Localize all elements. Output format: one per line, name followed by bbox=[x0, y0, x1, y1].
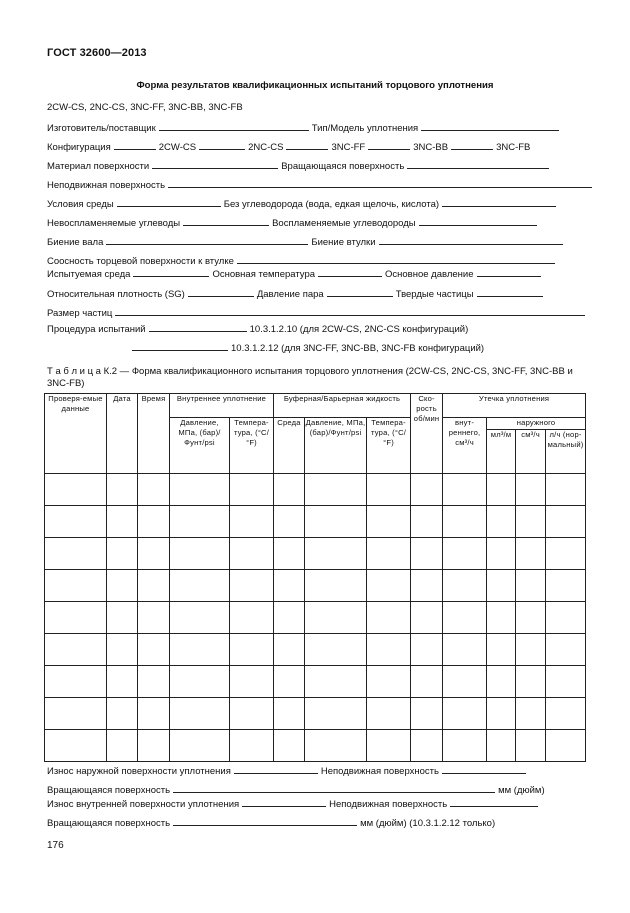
label-outer-wear: Износ наружной поверхности уплотнения bbox=[47, 766, 231, 777]
row-outer-wear bbox=[47, 763, 583, 777]
label-solids: Твердые частицы bbox=[395, 289, 474, 300]
col-checked-data: Проверя-емые данные bbox=[45, 394, 107, 474]
cfg-2nc-cs: 2NC-CS bbox=[248, 142, 284, 153]
configs-line: 2CW-CS, 2NC-CS, 3NC-FF, 3NC-BB, 3NC-FB bbox=[47, 102, 243, 113]
page-number: 176 bbox=[47, 840, 64, 851]
cfg-3nc-ff: 3NC-FF bbox=[331, 142, 366, 153]
cfg-3nc-bb: 3NC-BB bbox=[413, 142, 449, 153]
row-rotating-2 bbox=[47, 815, 583, 829]
document-header: ГОСТ 32600—2013 bbox=[47, 47, 147, 59]
solids-field[interactable] bbox=[477, 286, 543, 297]
col-buffer-fluid: Буферная/Барьерная жидкость bbox=[274, 394, 411, 418]
label-shaft-runout: Биение вала bbox=[47, 237, 104, 248]
col-buffer-temp: Темпера-тура, (°C/°F) bbox=[367, 418, 411, 474]
label-rotating-face: Вращающаяся поверхность bbox=[281, 161, 405, 172]
flammable-field[interactable] bbox=[419, 215, 537, 226]
rotating-2-field[interactable] bbox=[173, 815, 357, 826]
label-particle-size: Размер частиц bbox=[47, 308, 113, 319]
row-perpendicularity bbox=[47, 253, 583, 267]
col-leakage: Утечка уплотнения bbox=[443, 394, 586, 418]
table-caption: Т а б л и ц а К.2 — Форма квалификационного испытания торцового уплотнения (2CW-CS, 2NC-CS, 3NC-FF, 3NC-BB и 3NC-FB) bbox=[47, 366, 573, 389]
sleeve-runout-field[interactable] bbox=[379, 234, 563, 245]
col-leak-external: наружного bbox=[487, 418, 586, 430]
sg-field[interactable] bbox=[188, 286, 254, 297]
table-row bbox=[45, 602, 586, 634]
label-mm-inch: мм (дюйм) bbox=[498, 785, 545, 796]
label-base-temp: Основная температура bbox=[212, 269, 316, 280]
col-inner-seal: Внутреннее уплотнение bbox=[170, 394, 274, 418]
label-stationary-face: Неподвижная поверхность bbox=[47, 180, 166, 191]
label-inner-wear: Износ внутренней поверхности уплотнения bbox=[47, 799, 240, 810]
table-row bbox=[45, 634, 586, 666]
label-flammable: Воспламеняемые углеводороды bbox=[272, 218, 416, 229]
face-material-field[interactable] bbox=[152, 158, 278, 169]
label-procedure: Процедура испытаний bbox=[47, 324, 146, 335]
label-perpendicularity: Соосность торцевой поверхности к втулке bbox=[47, 256, 234, 267]
manufacturer-field[interactable] bbox=[159, 120, 309, 131]
label-face-material: Материал поверхности bbox=[47, 161, 150, 172]
rotating-1-field[interactable] bbox=[173, 782, 495, 793]
label-base-pressure: Основное давление bbox=[385, 269, 474, 280]
row-rotating-1 bbox=[47, 782, 583, 796]
row-face-material bbox=[47, 158, 583, 172]
table-row bbox=[45, 666, 586, 698]
table-row bbox=[45, 538, 586, 570]
table-row bbox=[45, 730, 586, 762]
row-runout bbox=[47, 234, 583, 248]
config-field[interactable] bbox=[114, 139, 156, 150]
col-inner-temp: Темпера-тура, (°C/°F) bbox=[230, 418, 274, 474]
perpendicularity-field[interactable] bbox=[237, 253, 555, 264]
label-no-hydrocarbons: Без углеводорода (вода, едкая щелочь, кислота) bbox=[223, 199, 440, 210]
col-date: Дата bbox=[107, 394, 138, 474]
cfg-3nc-bb-field[interactable] bbox=[451, 139, 493, 150]
col-medium: Среда bbox=[274, 418, 305, 474]
table-row bbox=[45, 474, 586, 506]
cfg-2cw-cs: 2CW-CS bbox=[158, 142, 197, 153]
row-procedure bbox=[47, 321, 583, 335]
test-table bbox=[44, 393, 586, 762]
row-sg bbox=[47, 286, 583, 300]
base-pressure-field[interactable] bbox=[477, 266, 541, 277]
row-stationary-face bbox=[47, 177, 583, 191]
label-nonflammable: Невоспламеняемые углеводы bbox=[47, 218, 181, 229]
stationary-1-field[interactable] bbox=[442, 763, 526, 774]
col-ml3: мл³/м bbox=[487, 430, 516, 474]
stationary-2-field[interactable] bbox=[450, 796, 538, 807]
cfg-3nc-fb: 3NC-FB bbox=[496, 142, 531, 153]
col-leak-internal: внут-реннего, см³/ч bbox=[443, 418, 487, 474]
row-manufacturer bbox=[47, 120, 583, 134]
stationary-face-field[interactable] bbox=[168, 177, 592, 188]
cfg-2cw-cs-field[interactable] bbox=[199, 139, 245, 150]
row-environment bbox=[47, 196, 583, 210]
col-lph: л/ч (нор-мальный) bbox=[546, 430, 586, 474]
label-configuration: Конфигурация bbox=[47, 142, 111, 153]
procedure-field[interactable] bbox=[149, 321, 247, 332]
label-sg: Относительная плотность (SG) bbox=[47, 289, 185, 300]
model-field[interactable] bbox=[421, 120, 559, 131]
procedure-ref-1: 10.3.1.2.10 (для 2CW-CS, 2NC-CS конфигураций) bbox=[249, 324, 469, 335]
row-inner-wear bbox=[47, 796, 583, 810]
test-fluid-field[interactable] bbox=[133, 266, 209, 277]
label-environment: Условия среды bbox=[47, 199, 114, 210]
row-nonflammable bbox=[47, 215, 583, 229]
shaft-runout-field[interactable] bbox=[106, 234, 308, 245]
nonflammable-field[interactable] bbox=[183, 215, 269, 226]
label-sleeve-runout: Биение втулки bbox=[311, 237, 376, 248]
label-vapor-pressure: Давление пара bbox=[256, 289, 324, 300]
rotating-face-field[interactable] bbox=[407, 158, 549, 169]
label-rotating-2: Вращающаяся поверхность bbox=[47, 818, 171, 829]
base-temp-field[interactable] bbox=[318, 266, 382, 277]
table-row bbox=[45, 698, 586, 730]
particle-size-field[interactable] bbox=[115, 305, 585, 316]
environment-field[interactable] bbox=[117, 196, 221, 207]
row-test-fluid bbox=[47, 266, 583, 280]
row-particle-size bbox=[47, 305, 583, 319]
label-mm-inch-only: мм (дюйм) (10.3.1.2.12 только) bbox=[360, 818, 496, 829]
label-stationary-1: Неподвижная поверхность bbox=[320, 766, 439, 777]
procedure-ref-2: 10.3.1.2.12 (для 3NC-FF, 3NC-BB, 3NC-FB конфигураций) bbox=[231, 343, 485, 354]
cfg-3nc-ff-field[interactable] bbox=[368, 139, 410, 150]
label-stationary-2: Неподвижная поверхность bbox=[329, 799, 448, 810]
col-inner-pressure: Давление, МПа, (бар)/Фунт/psi bbox=[170, 418, 230, 474]
no-hydrocarbons-field[interactable] bbox=[442, 196, 556, 207]
row-procedure-2 bbox=[132, 340, 583, 354]
outer-wear-field[interactable] bbox=[234, 763, 318, 774]
label-rotating-1: Вращающаяся поверхность bbox=[47, 785, 171, 796]
row-configuration bbox=[47, 139, 583, 153]
col-buffer-pressure: Давление, МПа, (бар)/Фунт/psi bbox=[305, 418, 367, 474]
form-title: Форма результатов квалификационных испытаний торцового уплотнения bbox=[136, 80, 494, 91]
label-manufacturer: Изготовитель/поставщик bbox=[47, 123, 156, 134]
col-cm3: см³/ч bbox=[516, 430, 546, 474]
col-time: Время bbox=[138, 394, 170, 474]
table-row bbox=[45, 570, 586, 602]
inner-wear-field[interactable] bbox=[242, 796, 326, 807]
vapor-pressure-field[interactable] bbox=[327, 286, 393, 297]
label-test-fluid: Испытуемая среда bbox=[47, 269, 131, 280]
table-row bbox=[45, 506, 586, 538]
cfg-2nc-cs-field[interactable] bbox=[286, 139, 328, 150]
procedure-field-2[interactable] bbox=[132, 340, 228, 351]
col-speed: Ско-рость об/мин bbox=[411, 394, 443, 474]
label-model: Тип/Модель уплотнения bbox=[311, 123, 419, 134]
